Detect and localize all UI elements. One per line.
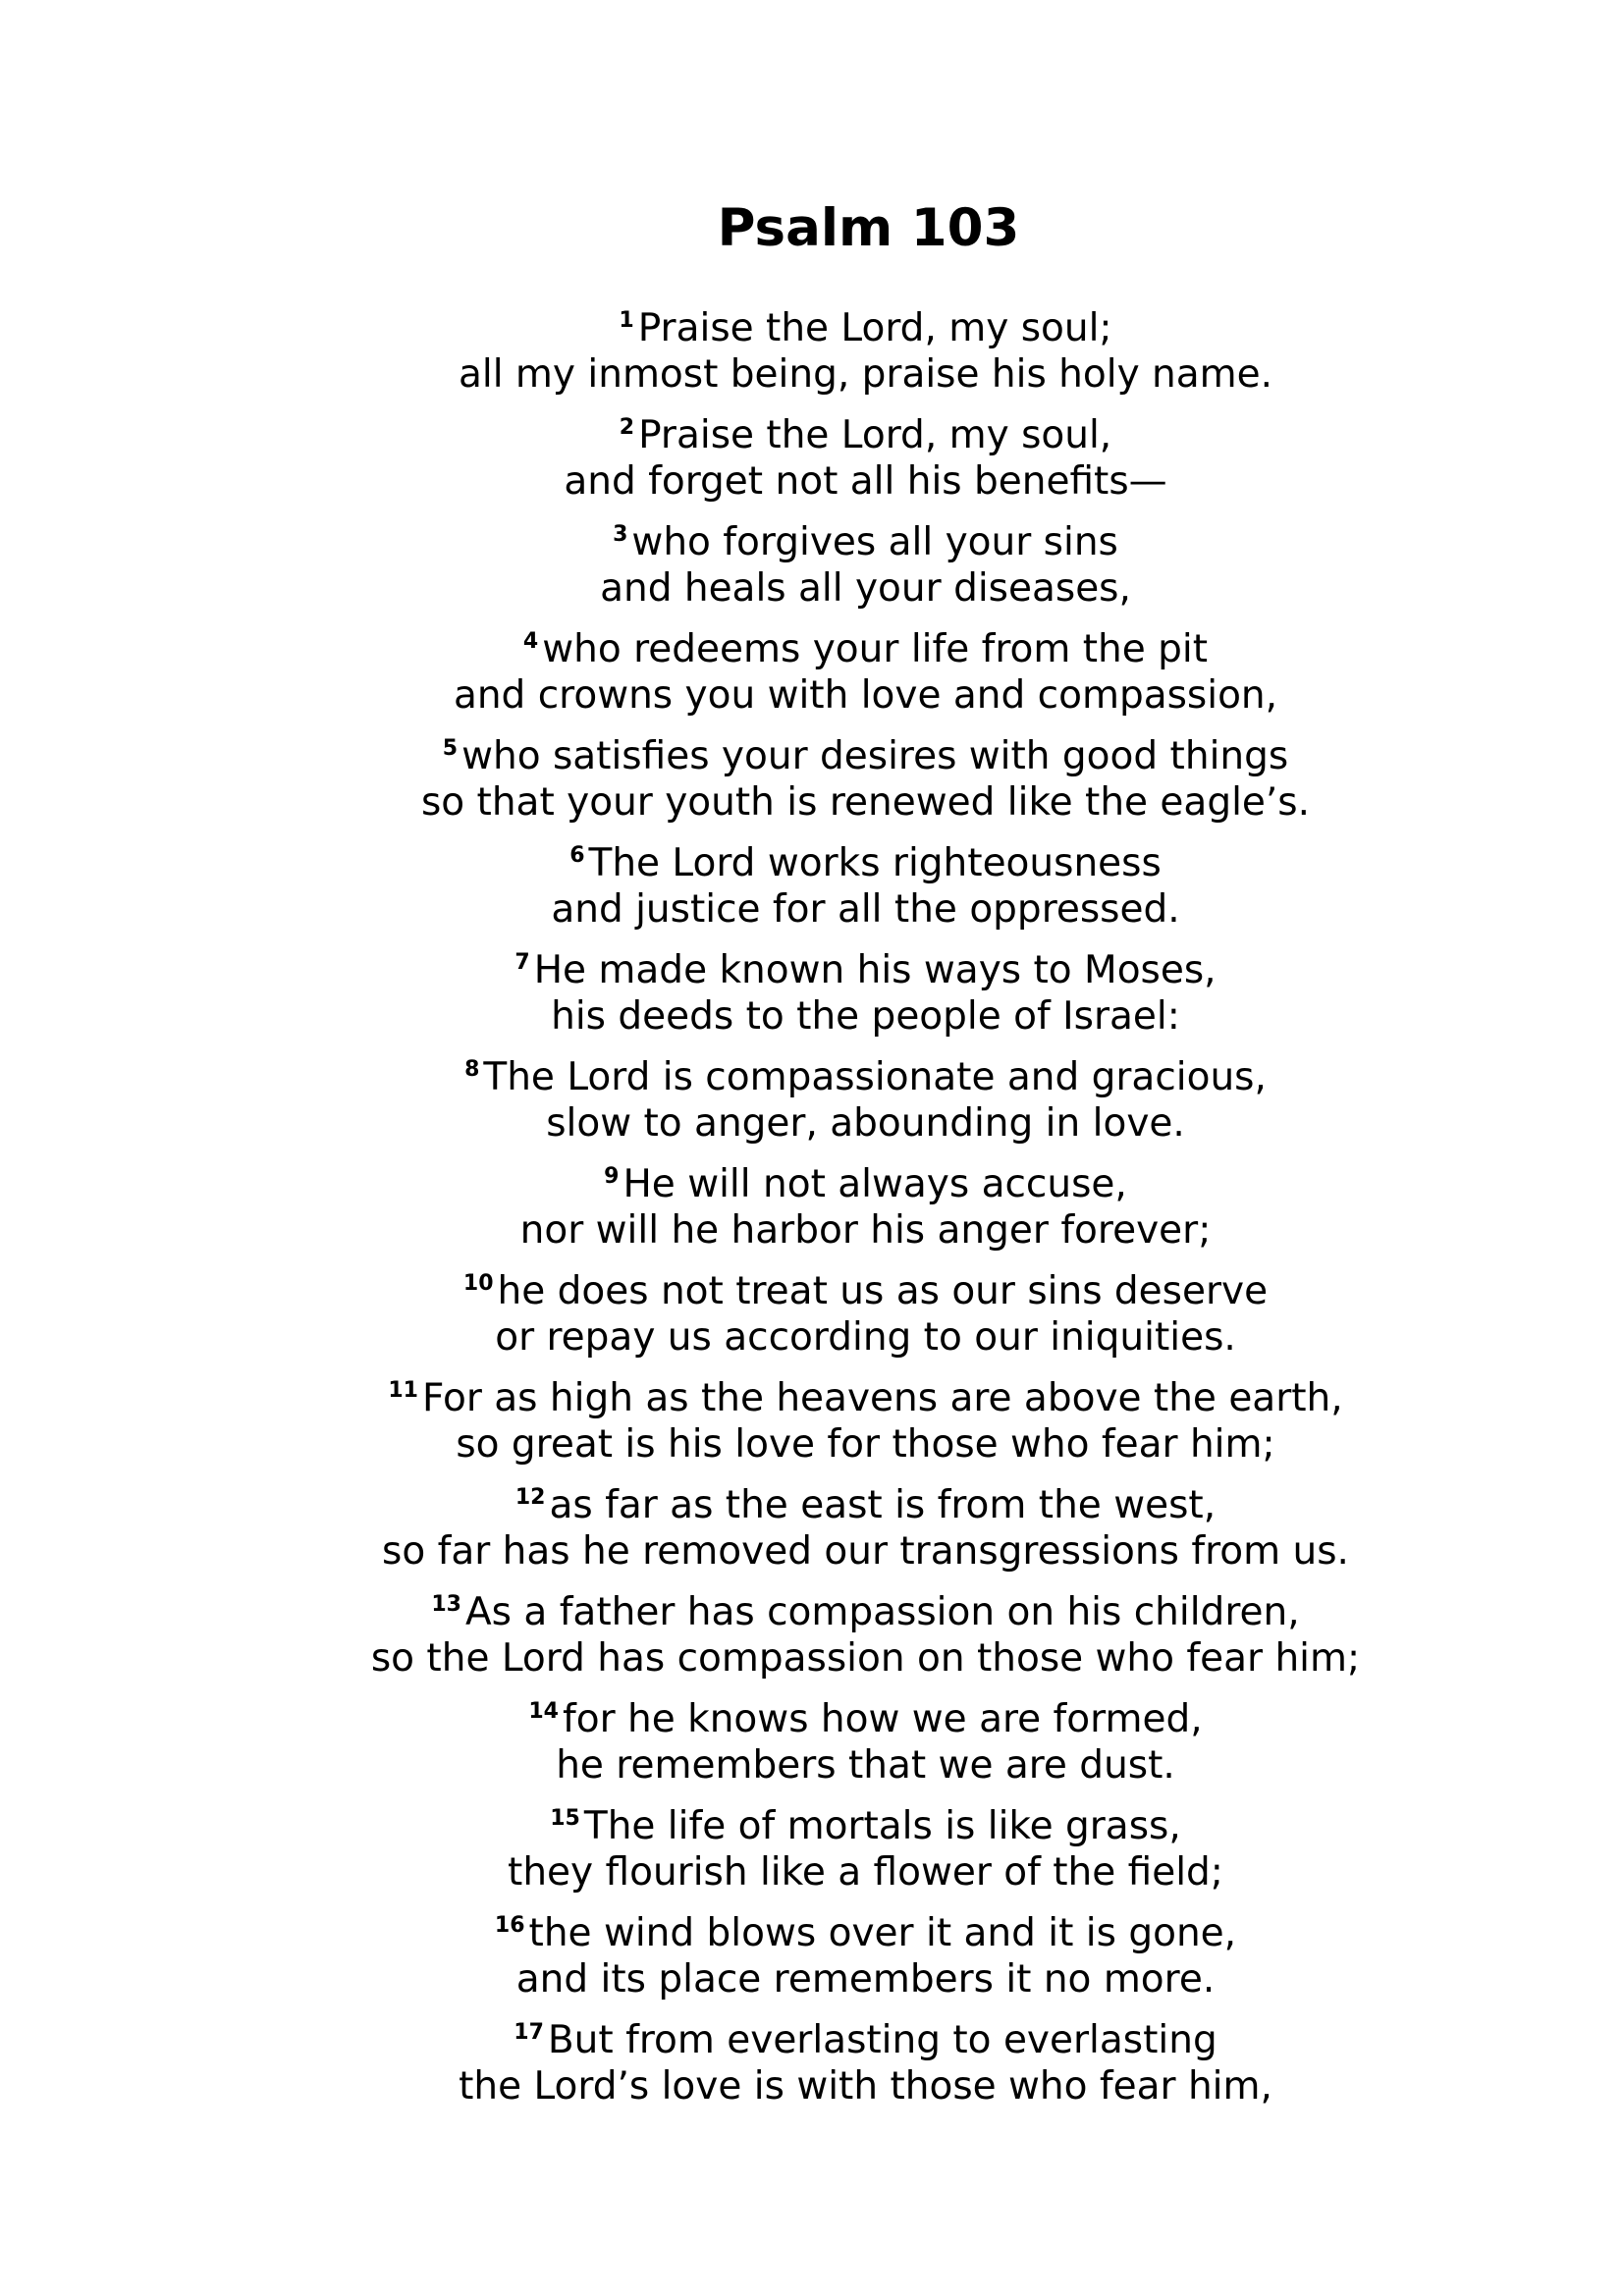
verse-text: The Lord is compassionate and gracious, bbox=[483, 1055, 1267, 1099]
verse-text: and heals all your diseases, bbox=[600, 565, 1131, 611]
verse-text: As a father has compassion on his children, bbox=[465, 1590, 1300, 1634]
verse-continuation-line bbox=[54, 669, 1623, 723]
verse-line bbox=[54, 1150, 1623, 1212]
verse-line bbox=[54, 401, 1623, 463]
verse-text: and its place remembers it no more. bbox=[515, 1956, 1216, 2002]
verse-continuation-line bbox=[54, 776, 1623, 830]
verse-text: He will not always accuse, bbox=[622, 1162, 1127, 1206]
verse-number: 17 bbox=[514, 2020, 544, 2045]
verse-line bbox=[54, 1471, 1623, 1533]
verse-text: as far as the east is from the west, bbox=[549, 1483, 1217, 1527]
verse-number: 8 bbox=[464, 1057, 480, 1082]
verse-line bbox=[54, 1364, 1623, 1426]
verse-text: who forgives all your sins bbox=[631, 520, 1118, 564]
verse-number: 5 bbox=[442, 736, 459, 761]
verse-number: 16 bbox=[494, 1913, 525, 1938]
verse-text: his deeds to the people of Israel: bbox=[551, 993, 1180, 1039]
verse-text: The life of mortals is like grass, bbox=[583, 1804, 1181, 1848]
verse-number: 1 bbox=[619, 308, 634, 333]
verse-continuation-line bbox=[54, 1204, 1623, 1258]
verse-line bbox=[54, 1685, 1623, 1747]
verse-number: 11 bbox=[388, 1378, 418, 1403]
verse-continuation-line bbox=[54, 883, 1623, 937]
verse-line bbox=[54, 2006, 1623, 2068]
verse-continuation-line bbox=[54, 562, 1623, 616]
verse-number: 12 bbox=[514, 1485, 546, 1510]
verse-continuation-line bbox=[54, 2060, 1623, 2114]
verse-line bbox=[54, 1899, 1623, 1961]
verse-text: for he knows how we are formed, bbox=[563, 1697, 1203, 1741]
verse-line bbox=[54, 936, 1623, 998]
verse-continuation-line bbox=[54, 1953, 1623, 2007]
verse-line bbox=[54, 1792, 1623, 1854]
verse-line bbox=[54, 508, 1623, 570]
verse-text: or repay us according to our iniquities. bbox=[495, 1314, 1236, 1360]
verse-text: slow to anger, abounding in love. bbox=[546, 1100, 1185, 1146]
verse-text: For as high as the heavens are above the earth, bbox=[421, 1376, 1343, 1420]
verse-text: the wind blows over it and it is gone, bbox=[528, 1911, 1237, 1955]
verse-number: 15 bbox=[550, 1806, 580, 1831]
verse-text: The Lord works righteousness bbox=[588, 841, 1162, 885]
verse-number: 10 bbox=[462, 1271, 494, 1296]
verse-continuation-line bbox=[54, 1846, 1623, 1900]
verse-text: who redeems your life from the pit bbox=[542, 627, 1209, 671]
verse-continuation-line bbox=[54, 455, 1623, 509]
verse-number: 7 bbox=[514, 950, 530, 975]
verse-line bbox=[54, 1043, 1623, 1105]
verse-number: 4 bbox=[522, 629, 539, 654]
verse-number: 9 bbox=[604, 1164, 620, 1189]
verse-text: But from everlasting to everlasting bbox=[547, 2018, 1217, 2062]
verse-number: 14 bbox=[528, 1699, 559, 1724]
verse-text: He made known his ways to Moses, bbox=[533, 948, 1217, 992]
verse-number: 13 bbox=[431, 1592, 461, 1617]
verse-text: the Lord’s love is with those who fear him, bbox=[459, 2063, 1272, 2109]
verse-text: nor will he harbor his anger forever; bbox=[519, 1207, 1212, 1253]
verse-line bbox=[54, 615, 1623, 677]
verse-continuation-line bbox=[54, 1097, 1623, 1151]
verse-text: and justice for all the oppressed. bbox=[551, 886, 1180, 932]
verse-text: he remembers that we are dust. bbox=[556, 1742, 1175, 1788]
verse-continuation-line bbox=[54, 1525, 1623, 1579]
verse-continuation-line bbox=[54, 1311, 1623, 1365]
verse-continuation-line bbox=[54, 990, 1623, 1044]
verse-text: Praise the Lord, my soul, bbox=[638, 413, 1112, 457]
verse-continuation-line bbox=[54, 1418, 1623, 1472]
verse-text: so that your youth is renewed like the eagle’s. bbox=[420, 779, 1311, 825]
verse-continuation-line bbox=[54, 348, 1623, 402]
verse-text: so the Lord has compassion on those who fear him; bbox=[370, 1635, 1361, 1681]
page-title: Psalm 103 bbox=[717, 198, 1020, 258]
verse-text: Praise the Lord, my soul; bbox=[637, 306, 1112, 350]
verse-line bbox=[54, 1578, 1623, 1640]
verse-number: 2 bbox=[619, 415, 635, 440]
verse-number: 6 bbox=[569, 843, 585, 868]
verse-text: so far has he removed our transgressions from us. bbox=[382, 1528, 1349, 1574]
verse-line bbox=[54, 1257, 1623, 1319]
verse-text: who satisfies your desires with good things bbox=[461, 734, 1289, 778]
verse-line bbox=[54, 722, 1623, 784]
verse-text: they flourish like a flower of the field; bbox=[508, 1849, 1223, 1895]
verse-line bbox=[54, 829, 1623, 891]
verse-text: so great is his love for those who fear him; bbox=[456, 1421, 1275, 1467]
verse-number: 3 bbox=[613, 522, 628, 547]
verse-text: he does not treat us as our sins deserve bbox=[497, 1269, 1269, 1313]
verse-continuation-line bbox=[54, 1632, 1623, 1686]
verse-text: all my inmost being, praise his holy name. bbox=[458, 351, 1273, 397]
verse-continuation-line bbox=[54, 1739, 1623, 1793]
verse-text: and crowns you with love and compassion, bbox=[453, 672, 1278, 718]
verse-line bbox=[54, 294, 1623, 356]
verse-text: and forget not all his benefits— bbox=[564, 458, 1167, 504]
